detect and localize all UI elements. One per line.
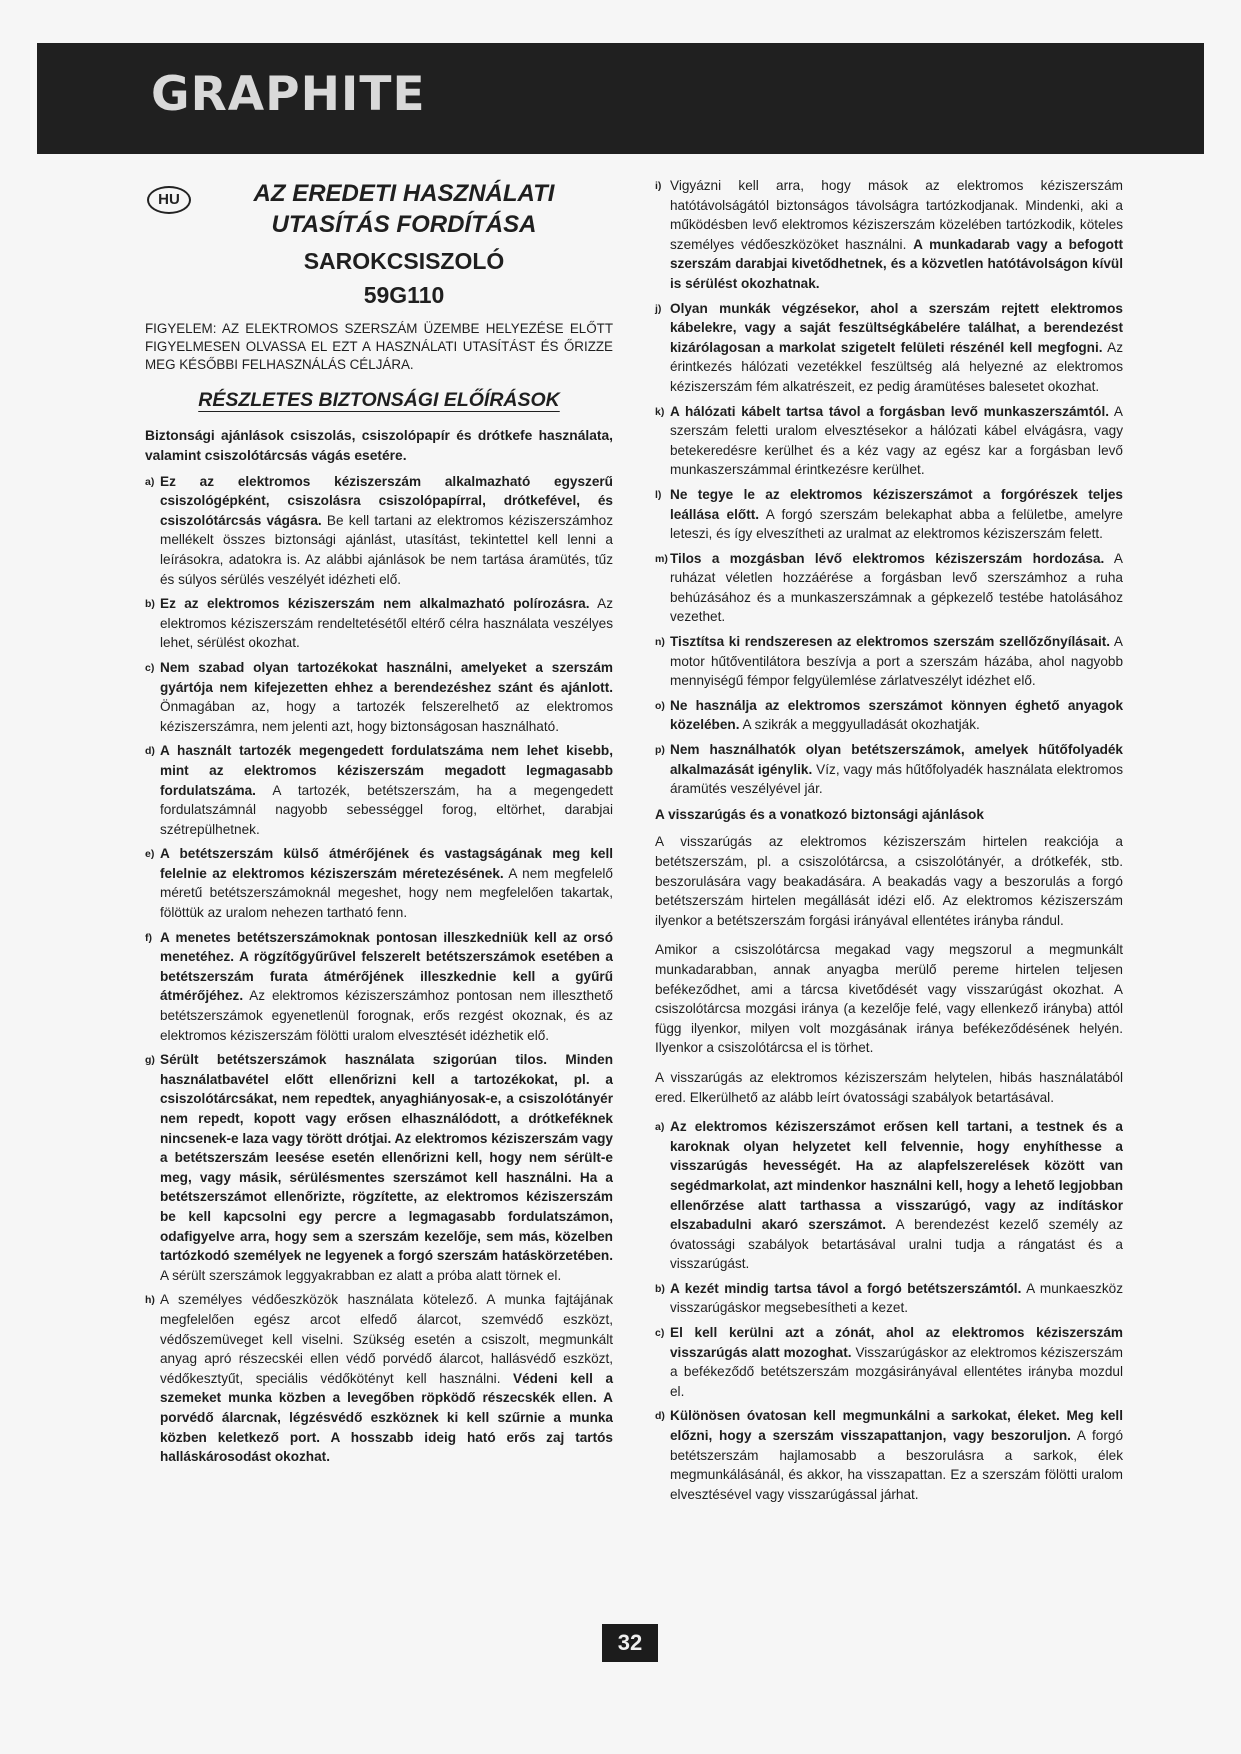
item-letter: g) [145, 1054, 155, 1067]
list-item [655, 1117, 1123, 1274]
item-emphasis: Védeni kell a szemeket munka közben a levegőben röpködő részecskék ellen. A porvédő álarcnak, légzésvédő eszköznek ki kell szűrnie a munka közben keletkező port. A hosszabb ideig ható erős zaj tartós halláskárosodást okozhat. [160, 1370, 614, 1465]
product-name: SAROKCSISZOLÓ [303, 248, 505, 274]
item-text [670, 1323, 1123, 1401]
list-item [655, 1279, 1123, 1318]
list-item [655, 176, 1123, 294]
list-item [655, 1323, 1123, 1401]
list-item [145, 594, 613, 653]
kickback-list [655, 1117, 1123, 1504]
item-body: A szerszám feletti uralom elvesztésekor a hálózati kábel elvágásra, vagy betekeredésre kerülhet és a kéz vagy az egész kar a forgásban levő munkaszerszámmal érintkezésre kerülhet. [670, 403, 1123, 478]
item-text [160, 594, 613, 653]
language-badge: HU [147, 186, 191, 214]
item-letter: p) [655, 744, 665, 757]
list-item [655, 299, 1123, 397]
item-body: Az elektromos kéziszerszámhoz pontosan nem illeszthető betétszerszámok egyenetlenül forognak, erős rezgést okoznak, és az elektromos kéziszerszám fölötti uralom elvesztését idézhetik elő. [160, 988, 613, 1043]
item-text [670, 740, 1123, 799]
item-emphasis: Az elektromos kéziszerszámot erősen kell tartani, a testnek és a karoknak olyan helyzetet kell felvennie, hogy enyhíthesse a visszarúgás hevességét. Ha az alapfelszerelések között van segédmarkolat, azt mindenkor használni kell, hogy a lehető legjobban ellenőrzése alatt tarthassa a visszarúgó, vagy az indításkor elszabadulni akaró szerszámot. [670, 1119, 1123, 1233]
item-text [160, 472, 613, 590]
item-text [670, 485, 1123, 544]
title-block [145, 176, 613, 318]
item-emphasis: El kell kerülni azt a zónát, ahol az elektromos kéziszerszám visszarúgás alatt mozoghat. [670, 1325, 1123, 1360]
item-letter: i) [655, 180, 662, 192]
item-letter: j) [655, 302, 662, 315]
item-text [670, 1279, 1123, 1318]
title-line-1: AZ EREDETI HASZNÁLATI [253, 180, 555, 207]
warning-text: FIGYELEM: AZ ELEKTROMOS SZERSZÁM ÜZEMBE HELYEZÉSE ELŐTT FIGYELMESEN OLVASSA EL EZT A HASZNÁLATI UTASÍTÁST ÉS ŐRIZZE MEG KÉSŐBBI FELHASZNÁLÁS CÉLJÁRA. [145, 321, 613, 372]
list-item [145, 472, 613, 590]
list-item [145, 741, 613, 839]
left-column [145, 176, 613, 1472]
item-text [160, 1290, 613, 1466]
item-letter: a) [145, 475, 155, 488]
list-item [655, 549, 1123, 627]
item-body: A forgó betétszerszám hajlamosabb a beszorulásra a sarkok, élek megmunkálásánál, és akkor, ha visszapattan. Ez a szerszám fölötti uralom elvesztésével vagy visszarúgással járhat. [670, 1428, 1123, 1502]
item-text [160, 844, 613, 922]
item-letter: c) [655, 1327, 665, 1340]
kickback-paragraphs [655, 832, 1123, 1107]
item-letter: f) [145, 931, 152, 944]
kickback-paragraph: A visszarúgás az elektromos kéziszerszám helytelen, hibás használatából ered. Elkerülhető az alább leírt óvatossági szabályok betartásával. [655, 1069, 1123, 1105]
item-text [670, 1406, 1123, 1504]
right-safety-list [655, 176, 1123, 799]
item-emphasis: Tisztítsa ki rendszeresen az elektromos szerszám szellőzőnyílásait. [670, 634, 1111, 650]
item-text [670, 549, 1123, 627]
item-emphasis: Különösen óvatosan kell megmunkálni a sarkokat, éleket. Meg kell előzni, hogy a szerszám visszapattanjon, vagy beszoruljon. [670, 1408, 1123, 1444]
item-letter: c) [145, 661, 155, 674]
item-emphasis: Nem használhatók olyan betétszerszámok, amelyek hűtőfolyadék alkalmazását igénylik. [670, 742, 1123, 777]
item-letter: o) [655, 699, 665, 712]
item-body: Az érintkezés hálózati vezetékkel feszültség alá helyezné az elektromos kéziszerszám fém alkatrészeit, ez pedig áramütéses balesetet okozhat. [670, 339, 1123, 394]
kickback-paragraph: Amikor a csiszolótárcsa megakad vagy megszorul a megmunkált munkadarabban, annak anyagba merülő pereme hirtelen teljesen befékeződhet, ami a tárcsa kivetődését vagy visszarúgást okozhat. A csiszolótárcsa mozgási iránya (a kezelője felé, vagy ellenkező irányba) attól függ ilyenkor, milyen volt mozgásának iránya befékeződésének helyén. Ilyenkor a csiszolótárcsa el is törhet. [655, 942, 1123, 1056]
item-body: A személyes védőeszközök használata kötelező. A munka fajtájának megfelelően egész arcot elfedő álarcot, szemvédő eszközt, védőszemüveget kell viselni. Szükség esetén a csiszolt, megmunkált anyag apró részecskéi ellen védő porvédő álarcot, hallásvédő eszközt, védőkesztyűt, speciális védőkötényt kell használni. [160, 1292, 613, 1386]
page-number: 32 [602, 1624, 658, 1662]
list-item [655, 1406, 1123, 1504]
item-body: A tartozék, betétszerszám, ha a megengedett fordulatszámnál nagyobb sebességgel forog, eltörhet, darabjai szétrepülhetnek. [160, 782, 613, 837]
title-line-2: UTASÍTÁS FORDÍTÁSA [271, 211, 537, 238]
item-emphasis: Tilos a mozgásban lévő elektromos kéziszerszám hordozása. [670, 550, 1105, 566]
item-emphasis: Nem szabad olyan tartozékokat használni, amelyeket a szerszám gyártója nem kifejezetten ehhez a berendezéshez szánt és ajánlott. [160, 659, 613, 695]
item-body: A munkaeszköz visszarúgáskor megsebesítheti a kezet. [670, 1280, 1123, 1316]
list-item [145, 658, 613, 736]
item-letter: b) [655, 1282, 665, 1295]
item-body: A motor hűtőventilátora beszívja a port a szerszám házába, ahol nagyobb mennyiségű fémpor felgyülemlése zárlatveszélyt idézhet elő. [670, 634, 1123, 689]
item-emphasis: A munkadarab vagy a befogott szerszám darabjai kivetődhetnek, és a közvetlen hatótávolságon kívül is sérülést okozhatnak. [670, 236, 1124, 291]
item-text [160, 658, 613, 736]
item-letter: d) [145, 745, 155, 758]
item-text [670, 1117, 1123, 1274]
kickback-heading: A visszarúgás és a vonatkozó biztonsági ajánlások [655, 806, 984, 822]
item-letter: a) [655, 1121, 665, 1134]
item-letter: n) [655, 636, 665, 649]
item-text [670, 632, 1123, 691]
list-item [145, 1290, 613, 1466]
item-emphasis: Ne tegye le az elektromos kéziszerszámot a forgórészek teljes leállása előtt. [670, 486, 1123, 522]
item-emphasis: A kezét mindig tartsa távol a forgó betétszerszámtól. [670, 1280, 1022, 1296]
item-emphasis: Sérült betétszerszámok használata szigorúan tilos. Minden használatbavétel előtt ellenőrizni kell a tartozékokat, pl. a csiszolótárcsákat, nem repedtek, anyaghiányosak-e, a csiszolótányér nem repedt, kopott vagy erősen elhasználódott, a drótkeféknek nincsenek-e laza vagy törött drótjai. Az elektromos kéziszerszám vagy a betétszerszám leesése esetén ellenőrizni kell, hogy nem sérült-e meg, vagy másik, sérülésmentes szerszámot kell használni. Ha a betétszerszámot ellenőrizte, rögzítette, az elektromos kéziszerszám be kell kapcsolni egy percre a legmagasabb fordulatszámon, odafigyelve arra, hogy sem a szerszám kezelője, sem más, közelben tartózkodó személyek ne legyenek a forgó szerszám hatáskörzetében. [160, 1052, 613, 1264]
kickback-paragraph: A visszarúgás az elektromos kéziszerszám hirtelen reakciója a betétszerszám, pl. a csiszolótárcsa, a csiszolótányér, a drótkefék, stb. beszorulására vagy beakadására. A beakadás vagy a beszorulás a forgó betétszerszám hirtelen megállását idézi elő. Az elektromos kéziszerszám ilyenkor a betétszerszám forgási irányával ellentétes irányba rándul. [655, 834, 1123, 928]
item-letter: m) [655, 552, 668, 565]
model-number: 59G110 [363, 282, 445, 308]
item-emphasis: A hálózati kábelt tartsa távol a forgásban levő munkaszerszámtól. [670, 403, 1110, 419]
header-bar [37, 43, 1204, 154]
list-item [655, 696, 1123, 735]
item-text [670, 696, 1123, 735]
right-column [655, 176, 1123, 1509]
item-emphasis: Olyan munkák végzésekor, ahol a szerszám rejtett elektromos kábelekre, vagy a saját feszültségkábelére találhat, a berendezést kizárólagosan a markolat szigetelt felületi részénél kell megfogni. [670, 300, 1123, 355]
item-body: Önmagában az, hogy a tartozék felszerelhető az elektromos kéziszerszámra, nem jelenti azt, hogy biztonságosan használható. [160, 699, 613, 734]
list-item [145, 928, 613, 1046]
item-letter: b) [145, 598, 155, 611]
item-text [670, 176, 1123, 294]
list-item [145, 1050, 613, 1285]
item-emphasis: Ne használja az elektromos szerszámot könnyen éghető anyagok közelében. [670, 697, 1123, 733]
list-item [655, 402, 1123, 480]
item-emphasis: A használt tartozék megengedett fordulatszáma nem lehet kisebb, mint az elektromos kéziszerszám megadott legmagasabb fordulatszáma. [160, 743, 613, 798]
item-body: A berendezést kezelő személy az óvatossági szabályok betartásával uralni tudja a rángatást és a visszarúgást. [670, 1217, 1124, 1272]
item-body: Be kell tartani az elektromos kéziszerszámhoz mellékelt összes biztonsági ajánlást, utasítást, tekintettel kell lenni a leírásokra, adatokra is. Az alábbi ajánlások be nem tartása áramütés, tűz és súlyos sérülés veszélyét idézheti elő. [160, 512, 613, 587]
list-item [145, 844, 613, 922]
item-body: A ruházat véletlen hozzáérése a forgásban levő szerszámhoz a ruha behúzásához és a munkaszerszámnak a gépkezelő testébe hatolásához vezethet. [670, 550, 1123, 625]
section-title: RÉSZLETES BIZTONSÁGI ELŐÍRÁSOK [198, 389, 560, 411]
item-letter: d) [655, 1410, 665, 1423]
list-item [655, 740, 1123, 799]
item-letter: e) [145, 848, 155, 861]
item-letter: l) [655, 488, 662, 501]
item-text [670, 299, 1123, 397]
item-body: Vigyázni kell arra, hogy mások az elektromos kéziszerszám hatótávolságától biztonságos távolságra tartózkodjanak. Mindenki, aki a működésben levő elektromos kéziszerszám közelében tartózkodik, köteles személyes védőeszközöket használni. [670, 178, 1123, 252]
item-text [670, 402, 1123, 480]
item-body: Víz, vagy más hűtőfolyadék használata elektromos áramütés veszélyével jár. [670, 761, 1124, 797]
item-body: A forgó szerszám belekaphat abba a felületbe, amelyre leteszi, és így elveszítheti az uralmat az elektromos kéziszerszám felett. [670, 506, 1123, 542]
item-emphasis: Ez az elektromos kéziszerszám alkalmazható egyszerű csiszológépként, csiszolásra csiszolópapírral, drótkefével, és csiszolótárcsás vágásra. [160, 473, 613, 528]
item-emphasis: Ez az elektromos kéziszerszám nem alkalmazható polírozásra. [160, 596, 590, 612]
left-safety-list [145, 472, 613, 1467]
item-body: A szikrák a meggyulladását okozhatják. [739, 717, 980, 733]
item-letter: k) [655, 405, 665, 418]
item-body: A nem megfelelő méretű betétszerszámoknál megeshet, hogy nem megfelelően takartak, fölöttük az uralom nehezen tartható fenn. [160, 865, 613, 921]
graphite-logo: GRAPHITE [151, 67, 426, 122]
item-emphasis: A betétszerszám külső átmérőjének és vastagságának meg kell felelnie az elektromos kéziszerszám méretezésének. [160, 846, 613, 881]
item-text [160, 1050, 613, 1285]
item-text [160, 741, 613, 839]
item-text [160, 928, 613, 1046]
list-item [655, 632, 1123, 691]
item-body: Az elektromos kéziszerszám rendeltetésétől eltérő célra használata veszélyes lehet, sérülést okozhat. [160, 596, 613, 651]
item-letter: h) [145, 1294, 155, 1307]
intro-text: Biztonsági ajánlások csiszolás, csiszolópapír és drótkefe használata, valamint csiszolótárcsás vágás esetére. [145, 427, 613, 463]
list-item [655, 485, 1123, 544]
item-body: A sérült szerszámok leggyakrabban ez alatt a próba alatt törnek el. [160, 1267, 562, 1283]
item-emphasis: A menetes betétszerszámoknak pontosan illeszkedniük kell az orsó menetéhez. A rögzítőgyűrűvel felszerelt betétszerszámok esetében a betétszerszám furata átmérőjének illeszkednie kell a gyűrű átmérőjéhez. [160, 929, 613, 1004]
item-body: Visszarúgáskor az elektromos kéziszerszám a befékeződő betétszerszám mozgásirányával ellentétes irányba mozdul el. [670, 1344, 1123, 1399]
